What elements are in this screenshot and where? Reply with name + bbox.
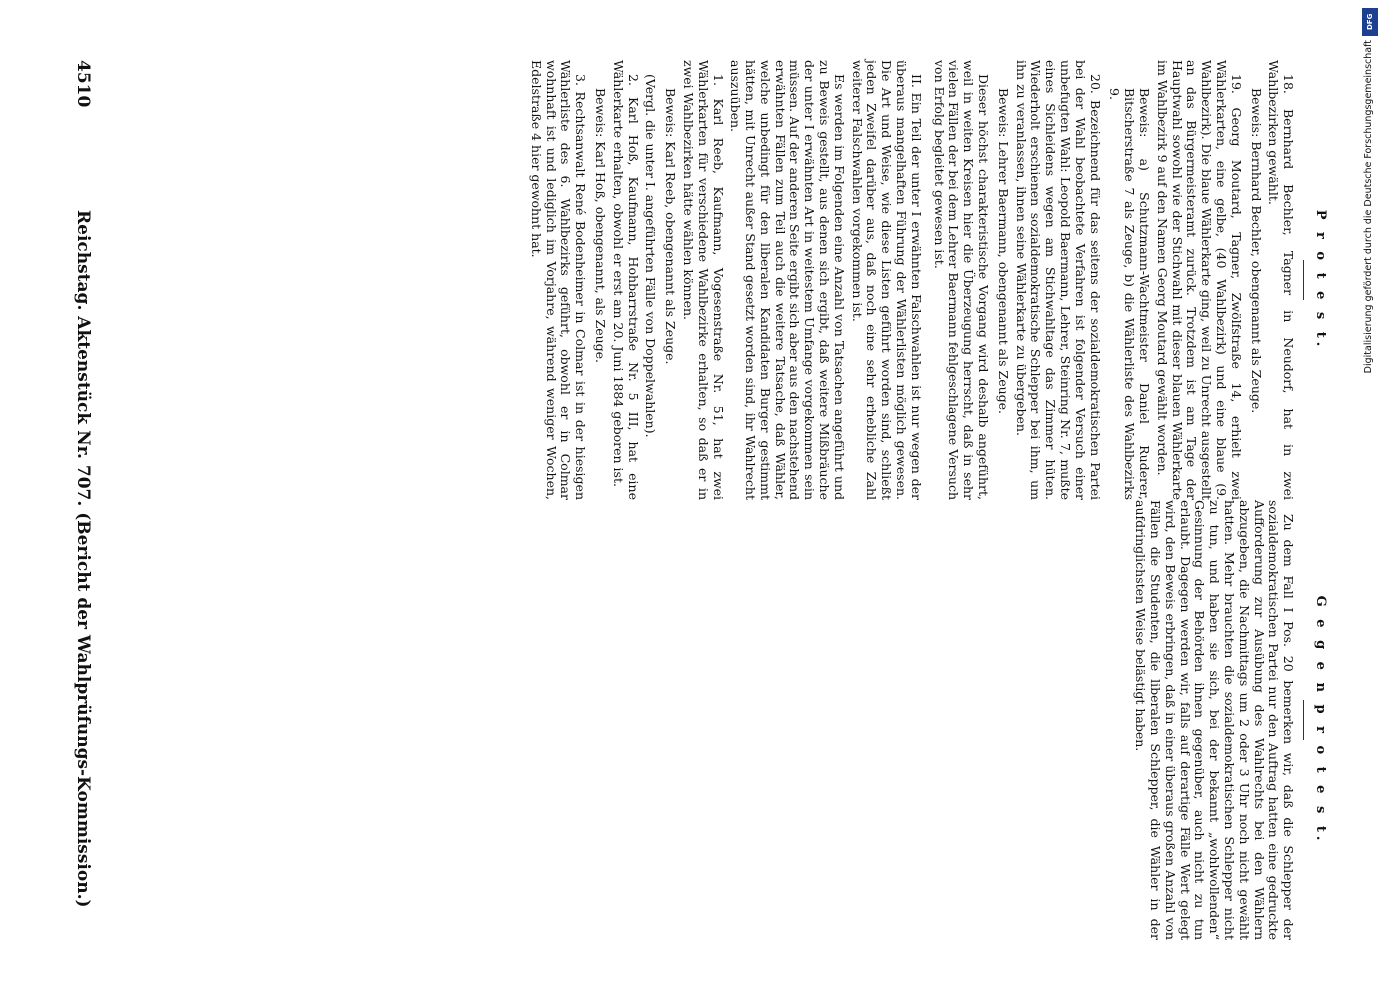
section-II-b: Es werden im Folgenden eine Anzahl von Tatsachen angeführt und zu Beweis gestellt, aus denen sich ergibt, daß weitere Mißbräuche der unter I erwähnten Art in weitestem Umfange vorgekommen sein müssen. Auf der anderen Seite ergibt sich aber aus den nachstehend erwähnten Fällen zum Teil auch die weitere Tatsache, daß Wähler, welche unbedingt für den liberalen Kandidaten Burger gestimmt hätten, mit Unrecht außer Stand gesetzt worden sind, ihr Wahlrecht auszuüben. bbox=[728, 60, 847, 500]
item-2: 2. Karl Hoß, Kaufmann, Hohbarrstraße Nr. 5 III, hat eine Wählerkarte erhalten, obwohl er erst am 20. Juni 1884 geboren ist. bbox=[610, 60, 641, 500]
section-II: II. Ein Teil der unter I erwähnten Falschwahlen ist nur wegen der überaus mangelhaften Führung der Wählerlisten möglich gewesen. Die Art und Weise, wie diese Listen geführt worden sind, schließt jeden Zweifel darüber aus, daß noch eine sehr erhebliche Zahl weiterer Falschwahlen vorgekommen ist. bbox=[849, 60, 924, 500]
note-item-1: (Vergl. die unter I. angeführten Fälle von Doppelwahlen). bbox=[643, 74, 659, 438]
evidence-18: Beweis: Bernhard Bechler, obengenannt als Zeuge. bbox=[1248, 88, 1264, 414]
right-column bbox=[1129, 500, 1333, 940]
evidence-20: Beweis: Lehrer Baermann, obengenannt als Zeuge. bbox=[995, 88, 1011, 415]
funding-credit: Digitalisierung gefördert durch die Deutsche Forschungsgemeinschaft bbox=[1363, 40, 1374, 374]
protest-heading: P r o t e s t. bbox=[1313, 209, 1328, 351]
digitization-footer bbox=[1360, 8, 1380, 993]
heading-rule-right bbox=[1303, 700, 1304, 740]
evidence-19: Beweis: a) Schutzmann-Wachtmeister Daniel Ruderer, Bitscherstraße 7 als Zeuge, b) die Wählerliste des Wahlbezirks 9. bbox=[1107, 88, 1153, 500]
heading-rule bbox=[1303, 260, 1304, 300]
gegenprotest-paragraph: Zu dem Fall I Pos. 20 bemerken wir, daß die Schlepper der sozialdemokratischen Partei nur den Auftrag hatten eine gedruckte Aufforderung zur Ausübung des Wahlrechts bei den Wählern abzugeben, die Nachmittags um 2 oder 3 Uhr noch nicht gewählt hatten. Mehr brauchten die sozialdemokratischen Schlepper nicht zu tun, und haben sie sich, bei der bekannt „wohlwollenden“ Gesinnung der Behörden ihnen gegenüber, auch nicht zu tun erlaubt. Dagegen werden wir, falls auf derartige Fälle Wert gelegt wird, den Beweis erbringen, daß in einer überaus großen Anzahl von Fällen die Studenten, die liberalen Schlepper, die Wähler in der aufdringlichsten Weise belästigt haben. bbox=[1133, 500, 1297, 940]
item-3: 3. Rechtsanwalt René Bodenheimer in Colmar ist in der hiesigen Wählerliste des 6. Wahlbezirks geführt, obwohl er in Colmar wohnhaft ist und lediglich im Vorjahre, während weniger Wochen, Edelstraße 4 hier gewohnt hat. bbox=[528, 60, 589, 500]
paragraph-20b: Dieser höchst charakteristische Vorgang wird deshalb angeführt, weil in weiten Kreisen hier die Überzeugung herrscht, daß in sehr vielen Fällen der bei dem Lehrer Baermann fehlgeschlagene Versuch von Erfolg begleitet gewesen ist. bbox=[931, 60, 992, 500]
page-number: 4510 bbox=[73, 60, 93, 108]
dfg-logo: DFG bbox=[1362, 8, 1378, 36]
gegenprotest-heading: G e g e n p r o t e s t. bbox=[1313, 595, 1328, 845]
paragraph-18: 18. Bernhard Bechler, Tagner in Neudorf, hat in zwei Wahlbezirken gewählt. bbox=[1266, 60, 1297, 500]
left-column bbox=[525, 60, 1333, 500]
running-title: Reichstag. Aktenstück Nr. 707. (Bericht der Wahlprüfungs-Kommission.) bbox=[73, 210, 93, 908]
evidence-item-1: Beweis: Karl Reeb, obengenannt als Zeuge. bbox=[663, 88, 679, 365]
evidence-item-2: Beweis: Karl Hoß, obengenannt, als Zeuge. bbox=[592, 88, 608, 364]
paragraph-19: 19. Georg Moutard, Tagner, Zwölfstraße 14, erhielt zwei Wählerkarten, eine gelbe, (40 Wahlbezirk) und eine blaue (9. Wahlbezirk). Die blaue Wählerkarte ging, weil zu Unrecht ausgestellt an das Bürgermeisteramt zurück. Trotzdem ist am Tage der Hauptwahl sowohl wie der Stichwahl mit dieser blauen Wählerkarte im Wahlbezirk 9 auf den Namen Georg Moutard gewählt worden. bbox=[1154, 60, 1244, 500]
paragraph-20: 20. Bezeichnend für das seitens der sozialdemokratischen Partei bei der Wahl beobachtete Verfahren ist folgender Versuch einer unbefugten Wahl: Leopold Baermann, Lehrer, Steinring Nr. 7, mußte eines Sichleidens wegen am Stichwahltage das Zimmer hüten. Wiederholt erschienen sozialdemokratische Schlepper bei ihm, um ihn zu veranlassen, ihnen seine Wählerkarte zu übergeben. bbox=[1013, 60, 1103, 500]
item-1: 1. Karl Reeb, Kaufmann, Vogesenstraße Nr. 51, hat zwei Wählerkarten für verschiedene Wahlbezirke erhalten, so daß er in zwei Wahlbezirken hätte wählen können. bbox=[680, 60, 726, 500]
